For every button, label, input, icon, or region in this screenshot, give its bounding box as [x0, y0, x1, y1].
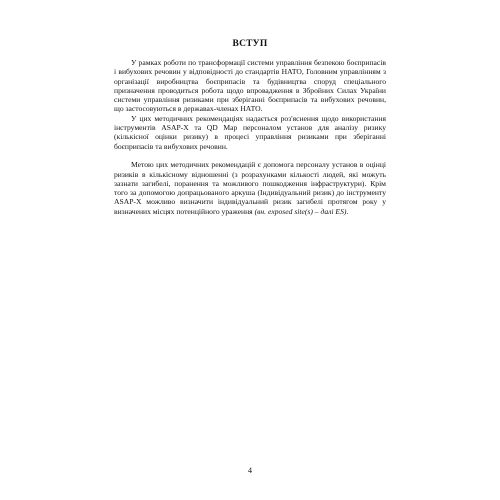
paragraph-3-italic-note: (вн. exposed site(s) – далі ES) — [254, 206, 347, 216]
page-heading: ВСТУП — [232, 39, 268, 49]
page-number: 4 — [248, 466, 252, 475]
paragraph-3-text: Метою цих методичних рекомендацій є допомога персоналу установ в оцінці ризиків в кількісному відношенні (з розрахунками кількості людей, які можуть зазнати загибелі, поранення та можливого пошкодження інфраструктури). Крім того за допомогою допрацьованого аркуша (Індивідуальний ризик) до інструменту ASAP-X можливо визначити індивідуальний ризик загибелі протягом року у визначених місцях потенційного ураження — [114, 160, 386, 216]
paragraph-1: У рамках роботи по трансформації системи управління безпекою боєприпасів і вибухових речовин у відповідності до стандартів НАТО, Головним управлінням з організації виробництва боєприпасів та будівництва споруд спеціального призначення проводиться робота щодо впровадження в Збройних Силах України системи управління ризиками при зберіганні боєприпасів та вибухових речовин, що застосовуються в державах-членах НАТО. — [114, 58, 386, 114]
paragraph-2: У цих методичних рекомендаціях надається роз'яснення щодо використання інструментів ASAP-X та QD Map персоналом установ для аналізу ризику (кількісної оцінки ризику) в процесі управління ризиками при зберіганні боєприпасів та вибухових речовин. — [114, 113, 386, 151]
paragraph-3-end: . — [346, 206, 349, 216]
body-text — [114, 58, 386, 216]
paragraph-gap — [114, 151, 386, 160]
paragraph-3 — [114, 160, 386, 216]
